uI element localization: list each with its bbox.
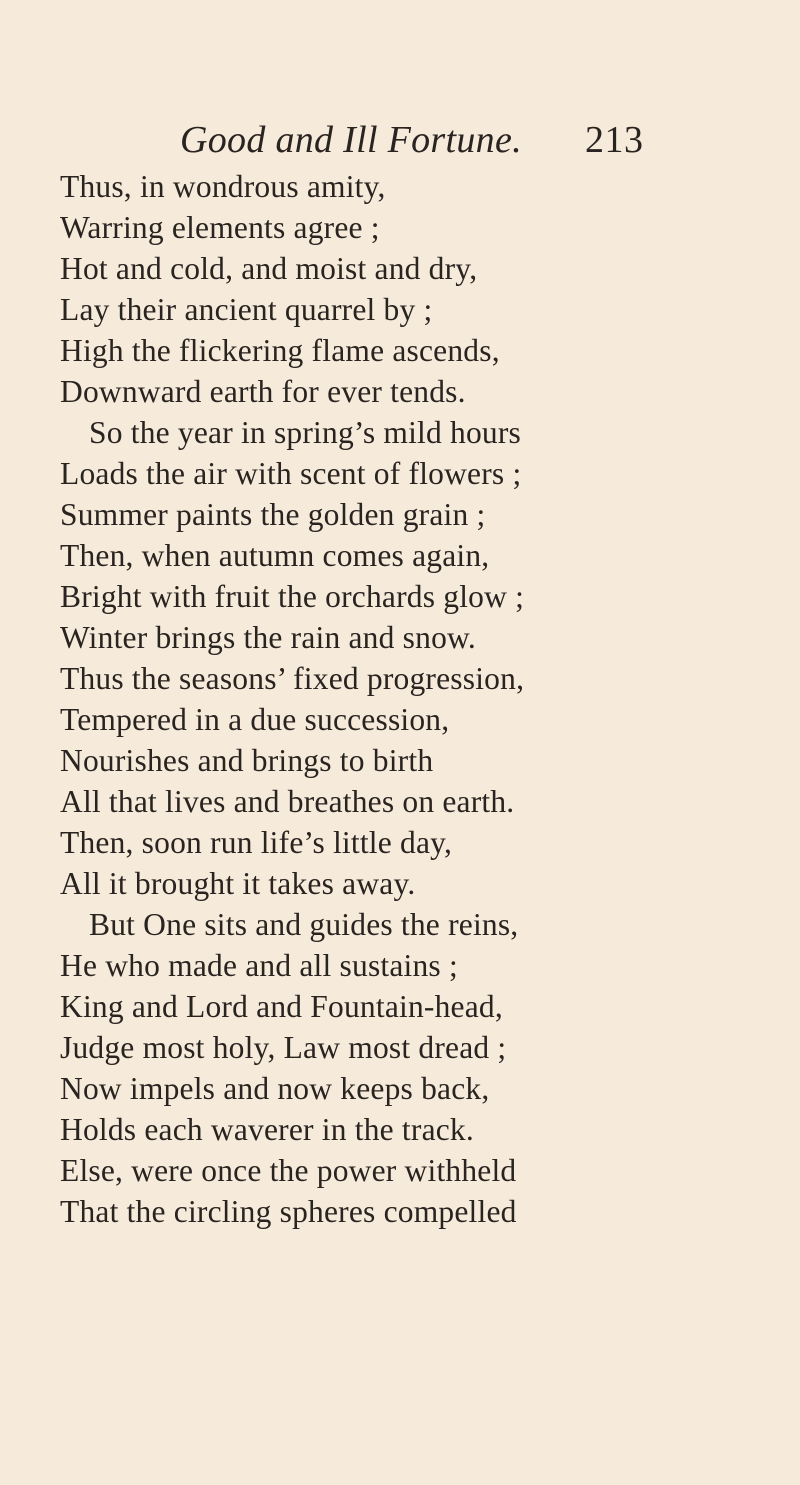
running-title: Good and Ill Fortune. [180,119,522,161]
poem-line: Holds each waverer in the track. [60,1112,474,1147]
poem-line: Judge most holy, Law most dread ; [60,1030,507,1065]
poem-line: Nourishes and brings to birth [60,743,434,778]
poem-line: Thus the seasons’ fixed progression, [60,661,525,696]
poem-line: But One sits and guides the reins, [89,907,519,942]
poem-line: Thus, in wondrous amity, [60,169,386,204]
poem-line: He who made and all sustains ; [60,948,458,983]
poem-line: That the circling spheres compelled [60,1194,517,1229]
poem-line: Summer paints the golden grain ; [60,497,486,532]
poem-line: All it brought it takes away. [60,866,416,901]
poem-line: Else, were once the power withheld [60,1153,517,1188]
poem-line: Downward earth for ever tends. [60,374,466,409]
poem-line: King and Lord and Fountain-head, [60,989,503,1024]
poem-line: Warring elements agree ; [60,210,380,245]
poem-line: So the year in spring’s mild hours [89,415,522,450]
poem-line: Now impels and now keeps back, [60,1071,490,1106]
poem-line: All that lives and breathes on earth. [60,784,515,819]
poem-line: Then, when autumn comes again, [60,538,490,573]
page-number: 213 [585,119,644,161]
poem-line: High the flickering flame ascends, [60,333,500,368]
poem-line: Loads the air with scent of flowers ; [60,456,522,491]
poem-line: Winter brings the rain and snow. [60,620,476,655]
poem-line: Then, soon run life’s little day, [60,825,453,860]
poem-line: Bright with fruit the orchards glow ; [60,579,525,614]
poem-line: Lay their ancient quarrel by ; [60,292,433,327]
poem-line: Hot and cold, and moist and dry, [60,251,478,286]
poem-line: Tempered in a due succession, [60,702,450,737]
poem-text [60,166,780,1232]
